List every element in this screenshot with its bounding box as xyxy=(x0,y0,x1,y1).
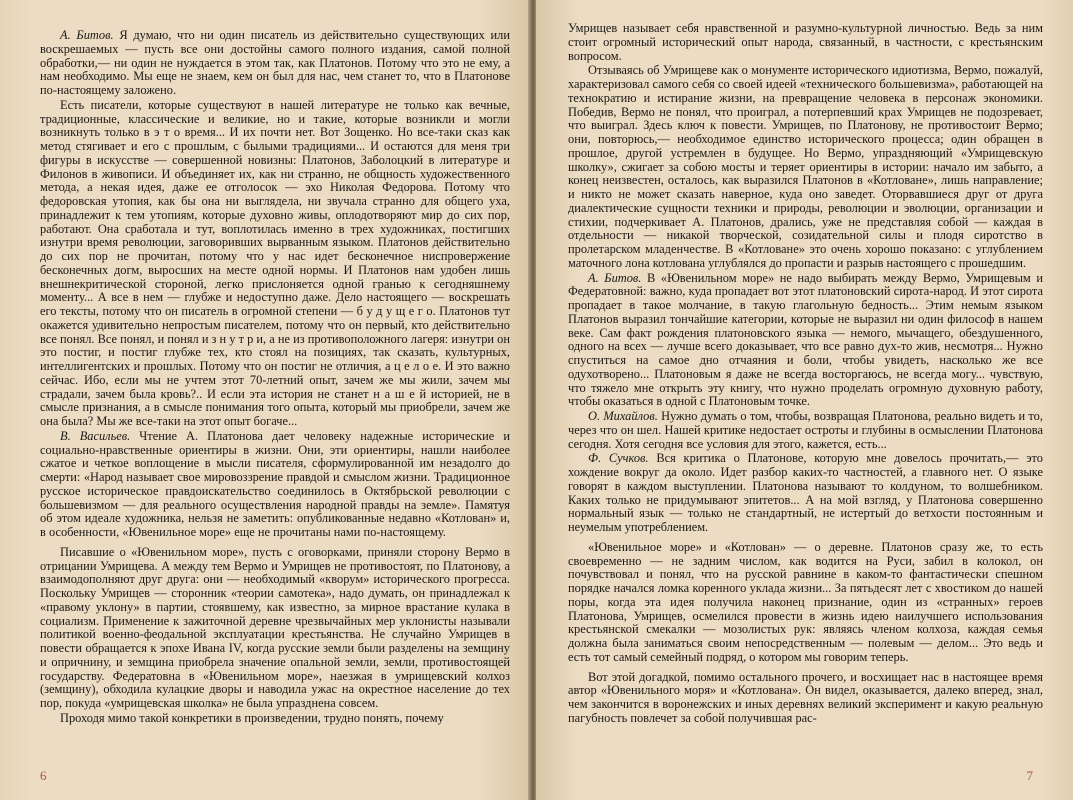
paragraph xyxy=(568,541,1043,665)
speaker-name: А. Битов. xyxy=(588,270,642,285)
speaker-name: А. Битов. xyxy=(60,28,114,42)
paragraph xyxy=(568,22,1043,63)
paragraph-text: Отзываясь об Умрищеве как о монументе исторического идиотизма, Вермо, пожалуй, характеризовал самого себя со своей идеей «технического большевизма», работающей на технократию и истирание жизни, на превращение человека в персонаж экономики. Победив, Вермо не понял, что проиграл, а потерпевший крах Умрищев не подозревает, что выиграл. Здесь ключ к повести. Умрищев, по Платонову, не противостоит Вермо; они, повторюсь,— необходимое единство исторического процесса; один обращен в прошлое, другой устремлен в будущее. Но Вермо, упраздняющий «Умрищевскую школку», сжигает за собою мосты и теряет ориентиры в истории: начало им забыто, а конец неизвестен, осталось, как выразился Платонов в «Котловане», лишь направление; и никто не может сказать наверное, куда оно заведет. Оторвавшиеся друг от друга диалектические сущности техники и природы, революции и эволюции, организации и стихии, подчеркивает А. Платонов, дрались, уже не представляя собой — каждая в отдельности — никакой творческой, созидательной силы и плодя сиротство в пролетарском младенчестве. В «Котловане» это очень хорошо показано: с углублением маточного лона котлована углублялся до пропасти и разрыв настоящего с прошедшим. xyxy=(568,63,1043,270)
speaker-name: В. Васильев. xyxy=(60,428,131,443)
paragraph xyxy=(40,99,510,429)
paragraph-text: «Ювенильное море» и «Котлован» — о деревне. Платонов сразу же, то есть своевременно — не задним числом, как водится на Руси, забил в колокол, он почувствовал и понял, что на русской равнине в каком-то фантастически спешном порядке начался ломка коренного уклада жизни... За пятьдесят лет с хвостиком до нашей поры, когда эта идея получила наконец признание, один из «странных» героев Платонова, Умрищев, осмелился провести в жизнь идею наилучшего использования крестьянской смекалки — мозолистых рук: являясь членом колхоза, каждая семья должна была заниматься своим непосредственным — полевым — делом... Это ведь и есть тот самый семейный подряд, о котором мы говорим теперь. xyxy=(568,539,1043,664)
paragraph-text: Умрищев называет себя нравственной и разумно-культурной личностью. Ведь за ним стоит огромный исторический опыт народа, связанный, в частности, с крестьянским вопросом. xyxy=(568,21,1043,63)
paragraph-text: Вся критика о Платонове, которую мне довелось прочитать,— это хождение вокруг да около. Идет разбор каких-то частностей, а главного нет. О языке говорят в каждом выступлении. Платонова называют то колдуном, то волшебником. Каких только не придумывают эпитетов... А на мой взгляд, у Платонова совершенно нормальный язык — только не стандартный, не истертый до ветхости постоянным и неумелым употреблением. xyxy=(568,451,1043,534)
paragraph-text: Есть писатели, которые существуют в нашей литературе не только как вечные, традиционные, классические и великие, но и такие, которые возникли и могли возникнуть только в э т о время... И их почти нет. Вот Зощенко. Но все-таки сказ как метод стягивает и его с прошлым, с былыми традициями... И остаются для меня три фигуры в искусстве — совершенной новизны: Платонов, Заболоцкий в литературе и Филонов в живописи. И объединяет их, как ни странно, не общность художественного метода, а некая идея, даже ее отголосок — эхо Николая Федорова. Потому что федоровская утопия, как бы она ни выглядела, ни звучала странно для общего уха, принадлежит к тем утопиям, которые духовно живы, оплодотворяют мир до сих пор, работают. Она сработала и тут, воплотилась именно в трех художниках, постигших изнутри время революции, заговоривших вырванным языком. Платонов действительно до сих пор не прочитан, потому что у нас идет бесконечное ниспровержение бесконечных догм, выросших на месте одной нормы. И Платонов нам удобен лишь внешнекритической стороной, легко прислоняется одной гранью к сегодняшнему моменту... А все в нем — глубже и недоступно даже. Дело настоящего — воскрешать его тексты, потому что он писатель в огромной степени — б у д у щ е г о. Платонов тут окажется удивительно непростым писателем, потому что он первый, кто действительно все понял. Все понял, и понял и з н у т р и, а не из противоположного лагеря: изнутри он это постиг, и постиг глубже тех, кто стоял на позициях, так сказать, культурных, интеллигентских и прошлых. Потому что он постиг не отличия, а ц е л о е. И это важно сейчас. Ибо, если мы не учтем этот 70-летний опыт, зачем же мы жили, зачем мы страдали, зачем была кровь?.. И если эта история не станет н а ш е й историей, не в смысле признания, а в смысле понимания того опыта, который мы приобрели, зачем же она была? Мы же все-таки на этот опыт богаче... xyxy=(40,97,510,428)
right-page xyxy=(536,0,1073,800)
paragraph-text: Я думаю, что ни один писатель из действительно существующих или воскрешаемых — пусть все они достойны самого полного издания, самой полной обработки,— ни один не нуждается в этом так, как Платонов. Потому что это не ему, а нам необходимо. Мы еще не знаем, кем он был для нас, чем станет то, что в Платонове по-настоящему заложено. xyxy=(40,28,510,97)
paragraph xyxy=(568,671,1043,726)
right-page-text xyxy=(568,22,1043,726)
speaker-name: Ф. Сучков. xyxy=(588,451,649,466)
page-number: 6 xyxy=(40,768,47,783)
paragraph xyxy=(568,452,1043,535)
paragraph-text: В «Ювенильном море» не надо выбирать между Вермо, Умрищевым и Федератовной: важно, куда пропадает вот этот платоновский сирота-народ. И этот сирота пропадает в такое молчание, в такую глагольную бедность... Этим немым языком Платонов выразил тончайшие категории, которые не выразил ни один философ в нашем веке. Сам факт рождения платоновского языка — немого, мычащего, обездушенного, одного на всех — лучше всего доказывает, что все равно дух-то жив, несмотря... Нужно спуститься на самое дно отчаяния и боли, чтобы увидеть, насколько же все одухотворено... Платоновым я даже не всегда восторгаюсь, не всегда могу... чувствую, что тяжело мне открыть эту книгу, что нужно проделать огромную духовную работу, чтобы оказаться в одной с Платоновым точке. xyxy=(568,270,1044,409)
paragraph-text: Вот этой догадкой, помимо остального прочего, и восхищает нас в настоящее время автор «Ювенильного моря» и «Котлована». Он видел, оказывается, далеко вперед, знал, чем закончится в воронежских и иных деревнях великий эксперимент и какую реальную пагубность повлечет за собой получившая рас- xyxy=(568,669,1043,725)
paragraph xyxy=(40,712,510,726)
paragraph xyxy=(40,430,510,540)
left-page xyxy=(0,0,530,800)
paragraph xyxy=(568,272,1043,410)
paragraph xyxy=(568,64,1043,270)
paragraph xyxy=(568,410,1043,451)
page-number: 7 xyxy=(1026,768,1033,783)
left-page-text xyxy=(40,29,510,726)
speaker-name: О. Михайлов. xyxy=(588,409,658,423)
paragraph-text: Писавшие о «Ювенильном море», пусть с оговорками, приняли сторону Вермо в отрицании Умрищева. А между тем Вермо и Умрищев не противостоят, по Платонову, а взаимодополняют друг друга: они — необходимый «кворум» исторического прогресса. Поскольку Умрищев — сторонник «теории самотека», надо думать, он принадлежал к «правому уклону» в партии, стоявшему, как известно, за мирное врастание кулака в социализм. Применение к зажиточной деревне чрезвычайных мер уклонисты называли политикой военно-феодальной эксплуатации крестьянства. Не случайно Умрищев в повести обращается к эпохе Ивана IV, когда русские земли были разделены на земщину и опричнину, и земщина приобрела значение опальной земли, земли, противостоящей государству. Федератовна в «Ювенильном море», наезжая в умрищевский колхоз (земщину), обходила кулацкие дворы и наводила ужас на окрестное население до тех пор, покуда «умрищевская школка» не была упразднена совсем. xyxy=(40,544,510,710)
paragraph-text: Нужно думать о том, чтобы, возвращая Платонова, реально видеть и то, через что он шел. Нашей критике недостает остроты и глубины в осмыслении Платонова сегодня. Хотя сегодня все условия для этого, кажется, есть... xyxy=(568,409,1043,451)
paragraph xyxy=(40,29,510,98)
paragraph-text: Проходя мимо такой конкретики в произведении, трудно понять, почему xyxy=(60,710,444,725)
paragraph xyxy=(40,546,510,711)
paragraph-text: Чтение А. Платонова дает человеку надежные исторические и социально-нравственные ориентиры в жизни. Они, эти ориентиры, нашли наиболее сжатое и четкое воплощение в мысли писателя, сформулированной им незадолго до смерти: «Народ называет свое мировоззрение правдой и смыслом жизни. Традиционное русское историческое правдоискательство соединилось в Октябрьской революции с большевизмом — для реального осуществления народной правды на земле». Памятуя об этом идеале художника, нельзя не заметить: опубликованные недавно «Котлован» и, в особенности, «Ювенильное море» еще не прочитаны нами по-настоящему. xyxy=(40,428,510,539)
